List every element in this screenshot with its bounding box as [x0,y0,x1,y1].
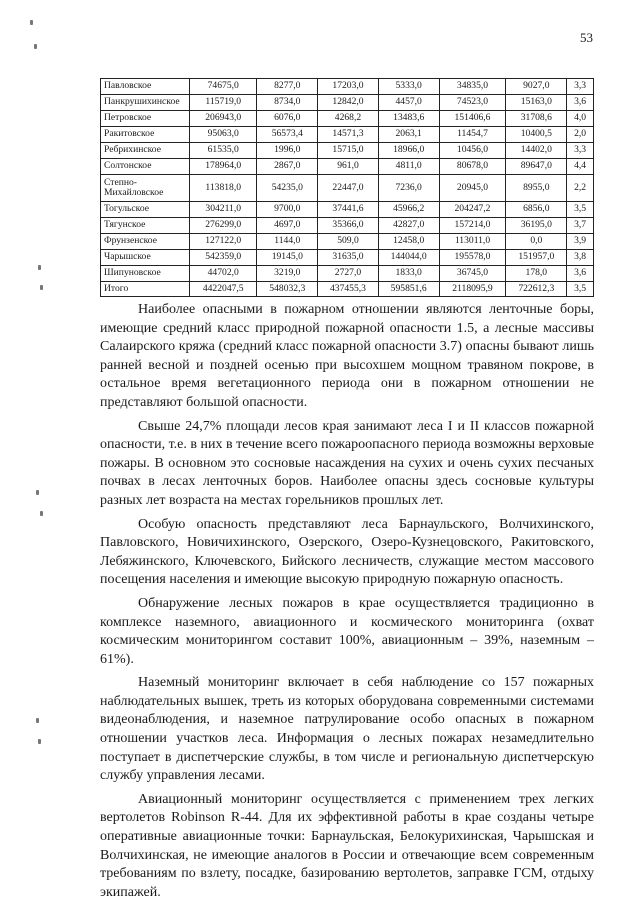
scan-artifact-mark [36,490,39,495]
value-cell: 548032,3 [257,282,318,297]
value-cell: 151406,6 [439,111,506,127]
scan-artifact-mark [40,285,43,290]
paragraph: Наиболее опасными в пожарном отношении являются ленточные боры, имеющие средний класс природной пожарной опасности 1.5, а лесные массивы Салаирского кряжа (средний класс пожарной опасности 3.7) опасны бывают лишь ранней весной и поздней осенью при высохшем мощном травяном покрове, в остальное время вегетационного периода они в пожарном отношении не представляют большой опасности. [100,302,594,410]
value-cell: 206943,0 [190,111,257,127]
fire-class-cell: 3,7 [567,218,594,234]
value-cell: 1833,0 [378,266,439,282]
value-cell: 4697,0 [257,218,318,234]
value-cell: 127122,0 [190,234,257,250]
value-cell: 542359,0 [190,250,257,266]
fire-class-cell: 3,5 [567,282,594,297]
value-cell: 9700,0 [257,202,318,218]
value-cell: 8734,0 [257,95,318,111]
forestry-name-cell: Шипуновское [101,266,190,282]
value-cell: 17203,0 [318,79,379,95]
table-row [101,175,594,202]
paragraph: Особую опасность представляют леса Барнаульского, Волчихинского, Павловского, Новичихинского, Озерского, Озеро-Кузнецовского, Ракитовского, Лебяжинского, Ключевского, Бийского лесничеств, служащие местом массового посещения населения и имеющие высокую природную пожарную опасность. [100,516,594,588]
value-cell: 34835,0 [439,79,506,95]
value-cell: 2118095,9 [439,282,506,297]
value-cell: 113818,0 [190,175,257,202]
fire-class-cell: 3,6 [567,95,594,111]
scan-artifact-mark [36,718,39,723]
value-cell: 74523,0 [439,95,506,111]
value-cell: 12458,0 [378,234,439,250]
fire-class-cell: 3,9 [567,234,594,250]
value-cell: 11454,7 [439,127,506,143]
table-total-row [101,282,594,297]
fire-class-cell: 3,3 [567,79,594,95]
value-cell: 961,0 [318,159,379,175]
value-cell: 31635,0 [318,250,379,266]
value-cell: 14571,3 [318,127,379,143]
scan-artifact-mark [38,265,41,270]
value-cell: 9027,0 [506,79,567,95]
forestry-name-cell: Чарышское [101,250,190,266]
forestry-name-cell: Ребрихинское [101,143,190,159]
value-cell: 3219,0 [257,266,318,282]
value-cell: 304211,0 [190,202,257,218]
forestry-name-cell: Итого [101,282,190,297]
forestry-name-cell: Степно-Михайловское [101,175,190,202]
value-cell: 178,0 [506,266,567,282]
table-row [101,250,594,266]
value-cell: 509,0 [318,234,379,250]
value-cell: 54235,0 [257,175,318,202]
table-row [101,143,594,159]
value-cell: 5333,0 [378,79,439,95]
value-cell: 18966,0 [378,143,439,159]
table-row [101,111,594,127]
table-row [101,266,594,282]
forestry-name-cell: Петровское [101,111,190,127]
value-cell: 113011,0 [439,234,506,250]
value-cell: 2063,1 [378,127,439,143]
forestry-name-cell: Панкрушихинское [101,95,190,111]
value-cell: 151957,0 [506,250,567,266]
value-cell: 10400,5 [506,127,567,143]
value-cell: 595851,6 [378,282,439,297]
table-row [101,95,594,111]
value-cell: 1996,0 [257,143,318,159]
scan-artifact-mark [38,739,41,744]
forestry-name-cell: Солтонское [101,159,190,175]
value-cell: 4268,2 [318,111,379,127]
forestry-name-cell: Ракитовское [101,127,190,143]
body-text [100,301,594,907]
value-cell: 0,0 [506,234,567,250]
value-cell: 10456,0 [439,143,506,159]
value-cell: 61535,0 [190,143,257,159]
value-cell: 37441,6 [318,202,379,218]
forestry-name-cell: Тогульское [101,202,190,218]
table-row [101,234,594,250]
value-cell: 56573,4 [257,127,318,143]
forestry-name-cell: Павловское [101,79,190,95]
value-cell: 1144,0 [257,234,318,250]
paragraph: Свыше 24,7% площади лесов края занимают леса I и II классов пожарной опасности, т.е. в них в течение всего пожароопасного периода возможны верховые пожары. В основном это сосновые насаждения на сухих и очень сухих песчаных почвах в лесах ленточных боров. Наиболее опасны здесь сосновые культуры разных лет возраста на местах горельников прошлых лет. [100,418,594,508]
fire-class-cell: 3,3 [567,143,594,159]
fire-class-cell: 3,5 [567,202,594,218]
value-cell: 31708,6 [506,111,567,127]
value-cell: 437455,3 [318,282,379,297]
value-cell: 44702,0 [190,266,257,282]
value-cell: 276299,0 [190,218,257,234]
value-cell: 19145,0 [257,250,318,266]
value-cell: 14402,0 [506,143,567,159]
scan-artifact-mark [30,20,33,25]
value-cell: 15715,0 [318,143,379,159]
value-cell: 95063,0 [190,127,257,143]
value-cell: 178964,0 [190,159,257,175]
value-cell: 144044,0 [378,250,439,266]
scan-artifact-mark [40,511,43,516]
fire-class-cell: 4,4 [567,159,594,175]
fire-class-cell: 3,8 [567,250,594,266]
paragraph: Наземный мониторинг включает в себя наблюдение со 157 пожарных наблюдательных вышек, треть из которых оборудована современными системами видеонаблюдения, и наземное патрулирование особо опасных в пожарном отношении участков леса. Информация о лесных пожарах незамедлительно поступает в диспетчерские службы, в том числе и региональную диспетчерскую службу управления лесами. [100,675,594,784]
value-cell: 2867,0 [257,159,318,175]
page-number: 53 [580,30,593,45]
value-cell: 4811,0 [378,159,439,175]
value-cell: 42827,0 [378,218,439,234]
value-cell: 35366,0 [318,218,379,234]
forestry-data-table [100,78,594,297]
value-cell: 22447,0 [318,175,379,202]
forestry-name-cell: Фрунзенское [101,234,190,250]
value-cell: 722612,3 [506,282,567,297]
value-cell: 6076,0 [257,111,318,127]
table-row [101,202,594,218]
table-row [101,218,594,234]
value-cell: 80678,0 [439,159,506,175]
value-cell: 8277,0 [257,79,318,95]
value-cell: 13483,6 [378,111,439,127]
value-cell: 8955,0 [506,175,567,202]
forestry-name-cell: Тягунское [101,218,190,234]
value-cell: 45966,2 [378,202,439,218]
fire-class-cell: 2,2 [567,175,594,202]
value-cell: 157214,0 [439,218,506,234]
value-cell: 20945,0 [439,175,506,202]
value-cell: 12842,0 [318,95,379,111]
value-cell: 195578,0 [439,250,506,266]
value-cell: 74675,0 [190,79,257,95]
table-row [101,159,594,175]
fire-class-cell: 3,6 [567,266,594,282]
table-row [101,127,594,143]
value-cell: 204247,2 [439,202,506,218]
value-cell: 115719,0 [190,95,257,111]
value-cell: 4457,0 [378,95,439,111]
value-cell: 4422047,5 [190,282,257,297]
value-cell: 36195,0 [506,218,567,234]
value-cell: 15163,0 [506,95,567,111]
paragraph: Авиационный мониторинг осуществляется с применением трех легких вертолетов Robinson R-44. Для их эффективной работы в крае созданы четыре оперативные авиационные точки: Барнаульская, Белокурихинская, Чарышская и Волчихинская, не имеющие аналогов в России и отвечающие всем современным требованиям по взлету, посадке, базированию вертолетов, заправке ГСМ, отдыху экипажей. [100,791,594,900]
value-cell: 2727,0 [318,266,379,282]
fire-class-cell: 2,0 [567,127,594,143]
scan-artifact-mark [34,44,37,49]
value-cell: 7236,0 [378,175,439,202]
paragraph: Обнаружение лесных пожаров в крае осуществляется традиционно в комплексе наземного, авиационного и космического мониторинга (охват космическим мониторингом составит 100%, авиационным – 39%, наземным – 61%). [100,595,594,667]
value-cell: 89647,0 [506,159,567,175]
value-cell: 6856,0 [506,202,567,218]
value-cell: 36745,0 [439,266,506,282]
table-row [101,79,594,95]
fire-class-cell: 4,0 [567,111,594,127]
